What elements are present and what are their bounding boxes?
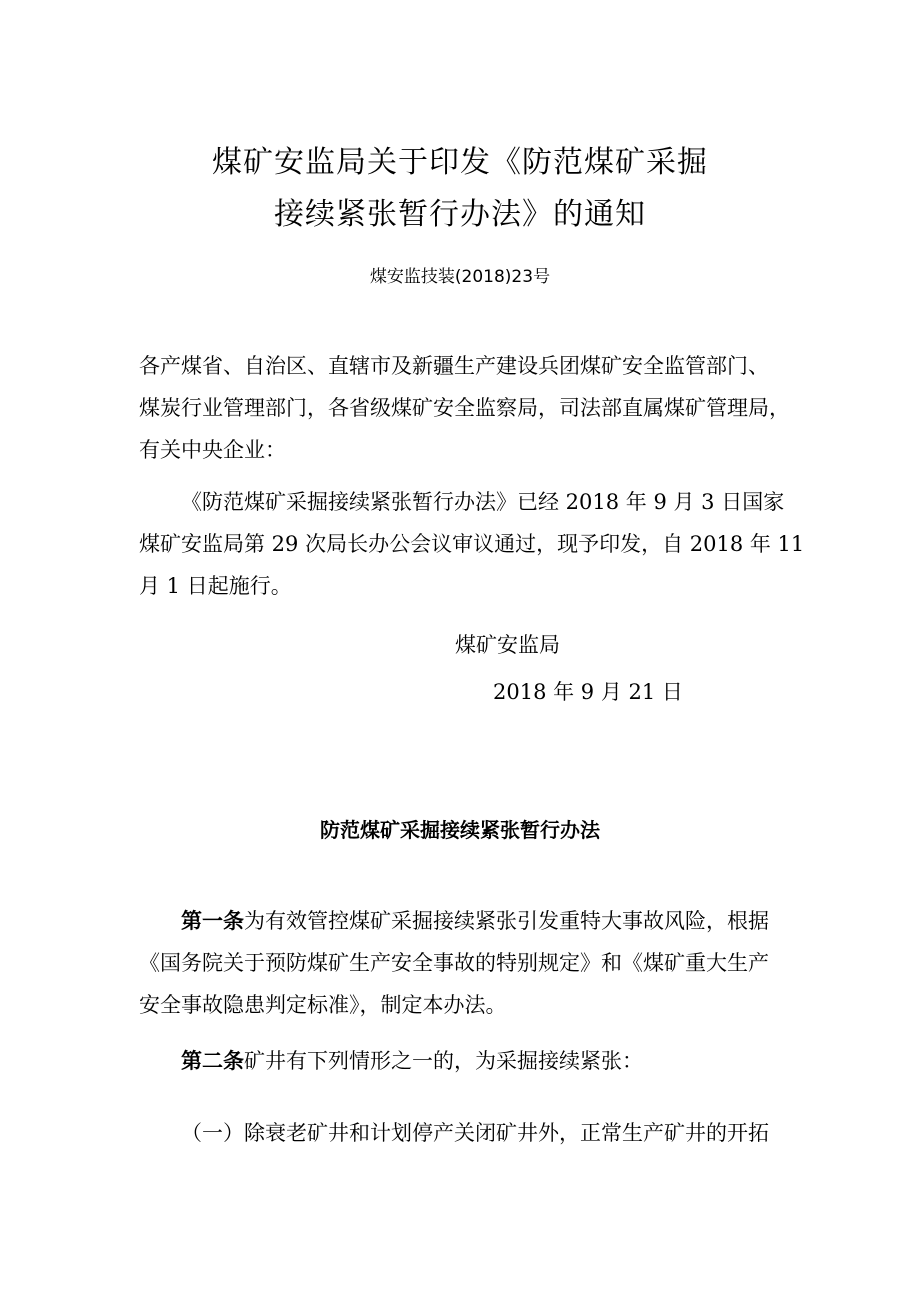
body-line: 《防范煤矿采掘接续紧张暂行办法》已经 2018 年 9 月 3 日国家 xyxy=(181,490,785,514)
notice-title-line-2: 接续紧张暂行办法》的通知 xyxy=(274,197,646,232)
article-2-text: 矿井有下列情形之一的，为采掘接续紧张： xyxy=(244,1049,643,1073)
addressee-line: 各产煤省、自治区、直辖市及新疆生产建设兵团煤矿安全监管部门、 xyxy=(139,354,769,378)
addressee-block xyxy=(139,345,789,471)
article-2-line xyxy=(139,1040,789,1082)
article-2 xyxy=(139,1040,789,1082)
article-2-heading: 第二条 xyxy=(181,1049,244,1073)
notice-title-line-1: 煤矿安监局关于印发《防范煤矿采掘 xyxy=(212,145,708,180)
document-number: 煤安监技装(2018)23号 xyxy=(369,267,551,287)
article-1-line: 《国务院关于预防煤矿生产安全事故的特别规定》和《煤矿重大生产 xyxy=(139,951,769,975)
regulation-title: 防范煤矿采掘接续紧张暂行办法 xyxy=(320,818,600,842)
notice-body xyxy=(139,481,805,607)
signature-organization: 煤矿安监局 xyxy=(455,633,560,657)
body-line: 月 1 日起施行。 xyxy=(139,574,292,598)
addressee-line: 有关中央企业： xyxy=(139,438,286,462)
article-1-line: 安全事故隐患判定标准》，制定本办法。 xyxy=(139,993,507,1017)
article-1-line xyxy=(139,900,789,942)
item-1-line: （一）除衰老矿井和计划停产关闭矿井外，正常生产矿井的开拓 xyxy=(181,1121,769,1145)
body-line: 煤矿安监局第 29 次局长办公会议审议通过，现予印发，自 2018 年 11 xyxy=(139,532,805,556)
signature-date: 2018 年 9 月 21 日 xyxy=(493,680,683,704)
article-1-heading: 第一条 xyxy=(181,909,244,933)
article-1 xyxy=(139,900,789,1026)
addressee-line: 煤炭行业管理部门，各省级煤矿安全监察局，司法部直属煤矿管理局， xyxy=(139,396,790,420)
article-1-text: 为有效管控煤矿采掘接续紧张引发重特大事故风险，根据 xyxy=(244,909,769,933)
article-2-item-1 xyxy=(139,1112,789,1154)
